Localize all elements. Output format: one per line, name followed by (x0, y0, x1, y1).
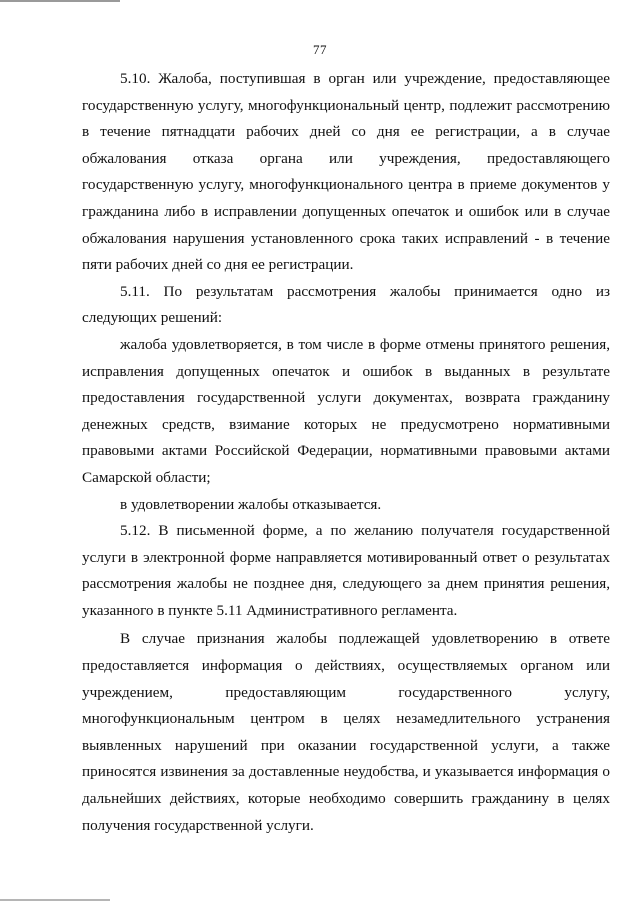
text-line: предоставления государственной услуги документах, возврата гражданину (82, 389, 610, 407)
text-line: денежных средств, взимание которых не предусмотрено нормативными (82, 415, 610, 433)
text-line: указанного в пункте 5.11 Административного регламента. (82, 601, 458, 619)
text-line: Самарской области; (82, 468, 211, 486)
document-body (82, 66, 610, 839)
paragraph-5-11-option-refused (82, 492, 610, 519)
paragraph-5-11-option-satisfied (82, 332, 610, 492)
text-line: 5.10. Жалоба, поступившая в орган или учреждение, предоставляющее (120, 70, 610, 87)
text-line: исправления допущенных опечаток и ошибок в выданных в результате (82, 362, 610, 380)
text-line: в течение пятнадцати рабочих дней со дня ее регистрации, а в случае (82, 123, 610, 141)
text-line: выявленных нарушений при оказании государственной услуги, а также (82, 736, 610, 754)
text-line: многофункциональным центром в целях незамедлительного устранения (82, 710, 610, 728)
text-line: жалоба удовлетворяется, в том числе в форме отмены принятого решения, (120, 335, 610, 353)
text-line: гражданина либо в исправлении допущенных опечаток и ошибок или в случае (82, 202, 610, 220)
text-line: обжалования отказа органа или учреждения, предоставляющего (82, 149, 610, 167)
text-line: дальнейших действиях, которые необходимо совершить гражданину в целях (82, 790, 610, 808)
paragraph-5-12 (82, 518, 610, 624)
text-line: учреждением, предоставляющим государственного услугу, (82, 683, 610, 701)
page-number: 77 (313, 42, 327, 57)
text-line: услуги в электронной форме направляется мотивированный ответ о результатах (82, 548, 610, 566)
text-line: государственную услугу, многофункциональный центр, подлежит рассмотрению (82, 96, 610, 114)
paragraph-5-10 (82, 66, 610, 279)
text-line: В случае признания жалобы подлежащей удовлетворению в ответе (120, 630, 610, 648)
text-line: следующих решений: (82, 309, 223, 327)
text-line: в удовлетворении жалобы отказывается. (120, 495, 382, 513)
scan-edge-top (0, 0, 120, 2)
text-line: государственную услугу, многофункционального центра в приеме документов у (82, 176, 610, 194)
text-line: пяти рабочих дней со дня ее регистрации. (82, 256, 354, 274)
text-line: получения государственной услуги. (82, 816, 314, 834)
text-line: 5.12. В письменной форме, а по желанию получателя государственной (120, 522, 610, 540)
text-line: обжалования нарушения установленного срока таких исправлений - в течение (82, 229, 610, 247)
text-line: рассмотрения жалобы не позднее дня, следующего за днем принятия решения, (82, 575, 610, 593)
text-line: правовыми актами Российской Федерации, нормативными правовыми актами (82, 442, 610, 460)
text-line: предоставляется информация о действиях, осуществляемых органом или (82, 657, 610, 675)
text-line: приносятся извинения за доставленные неудобства, и указывается информация о (82, 763, 610, 781)
text-line: 5.11. По результатам рассмотрения жалобы принимается одно из (120, 282, 610, 300)
paragraph-response-info (82, 626, 610, 839)
scan-edge-bottom (0, 899, 110, 901)
paragraph-5-11 (82, 279, 610, 332)
